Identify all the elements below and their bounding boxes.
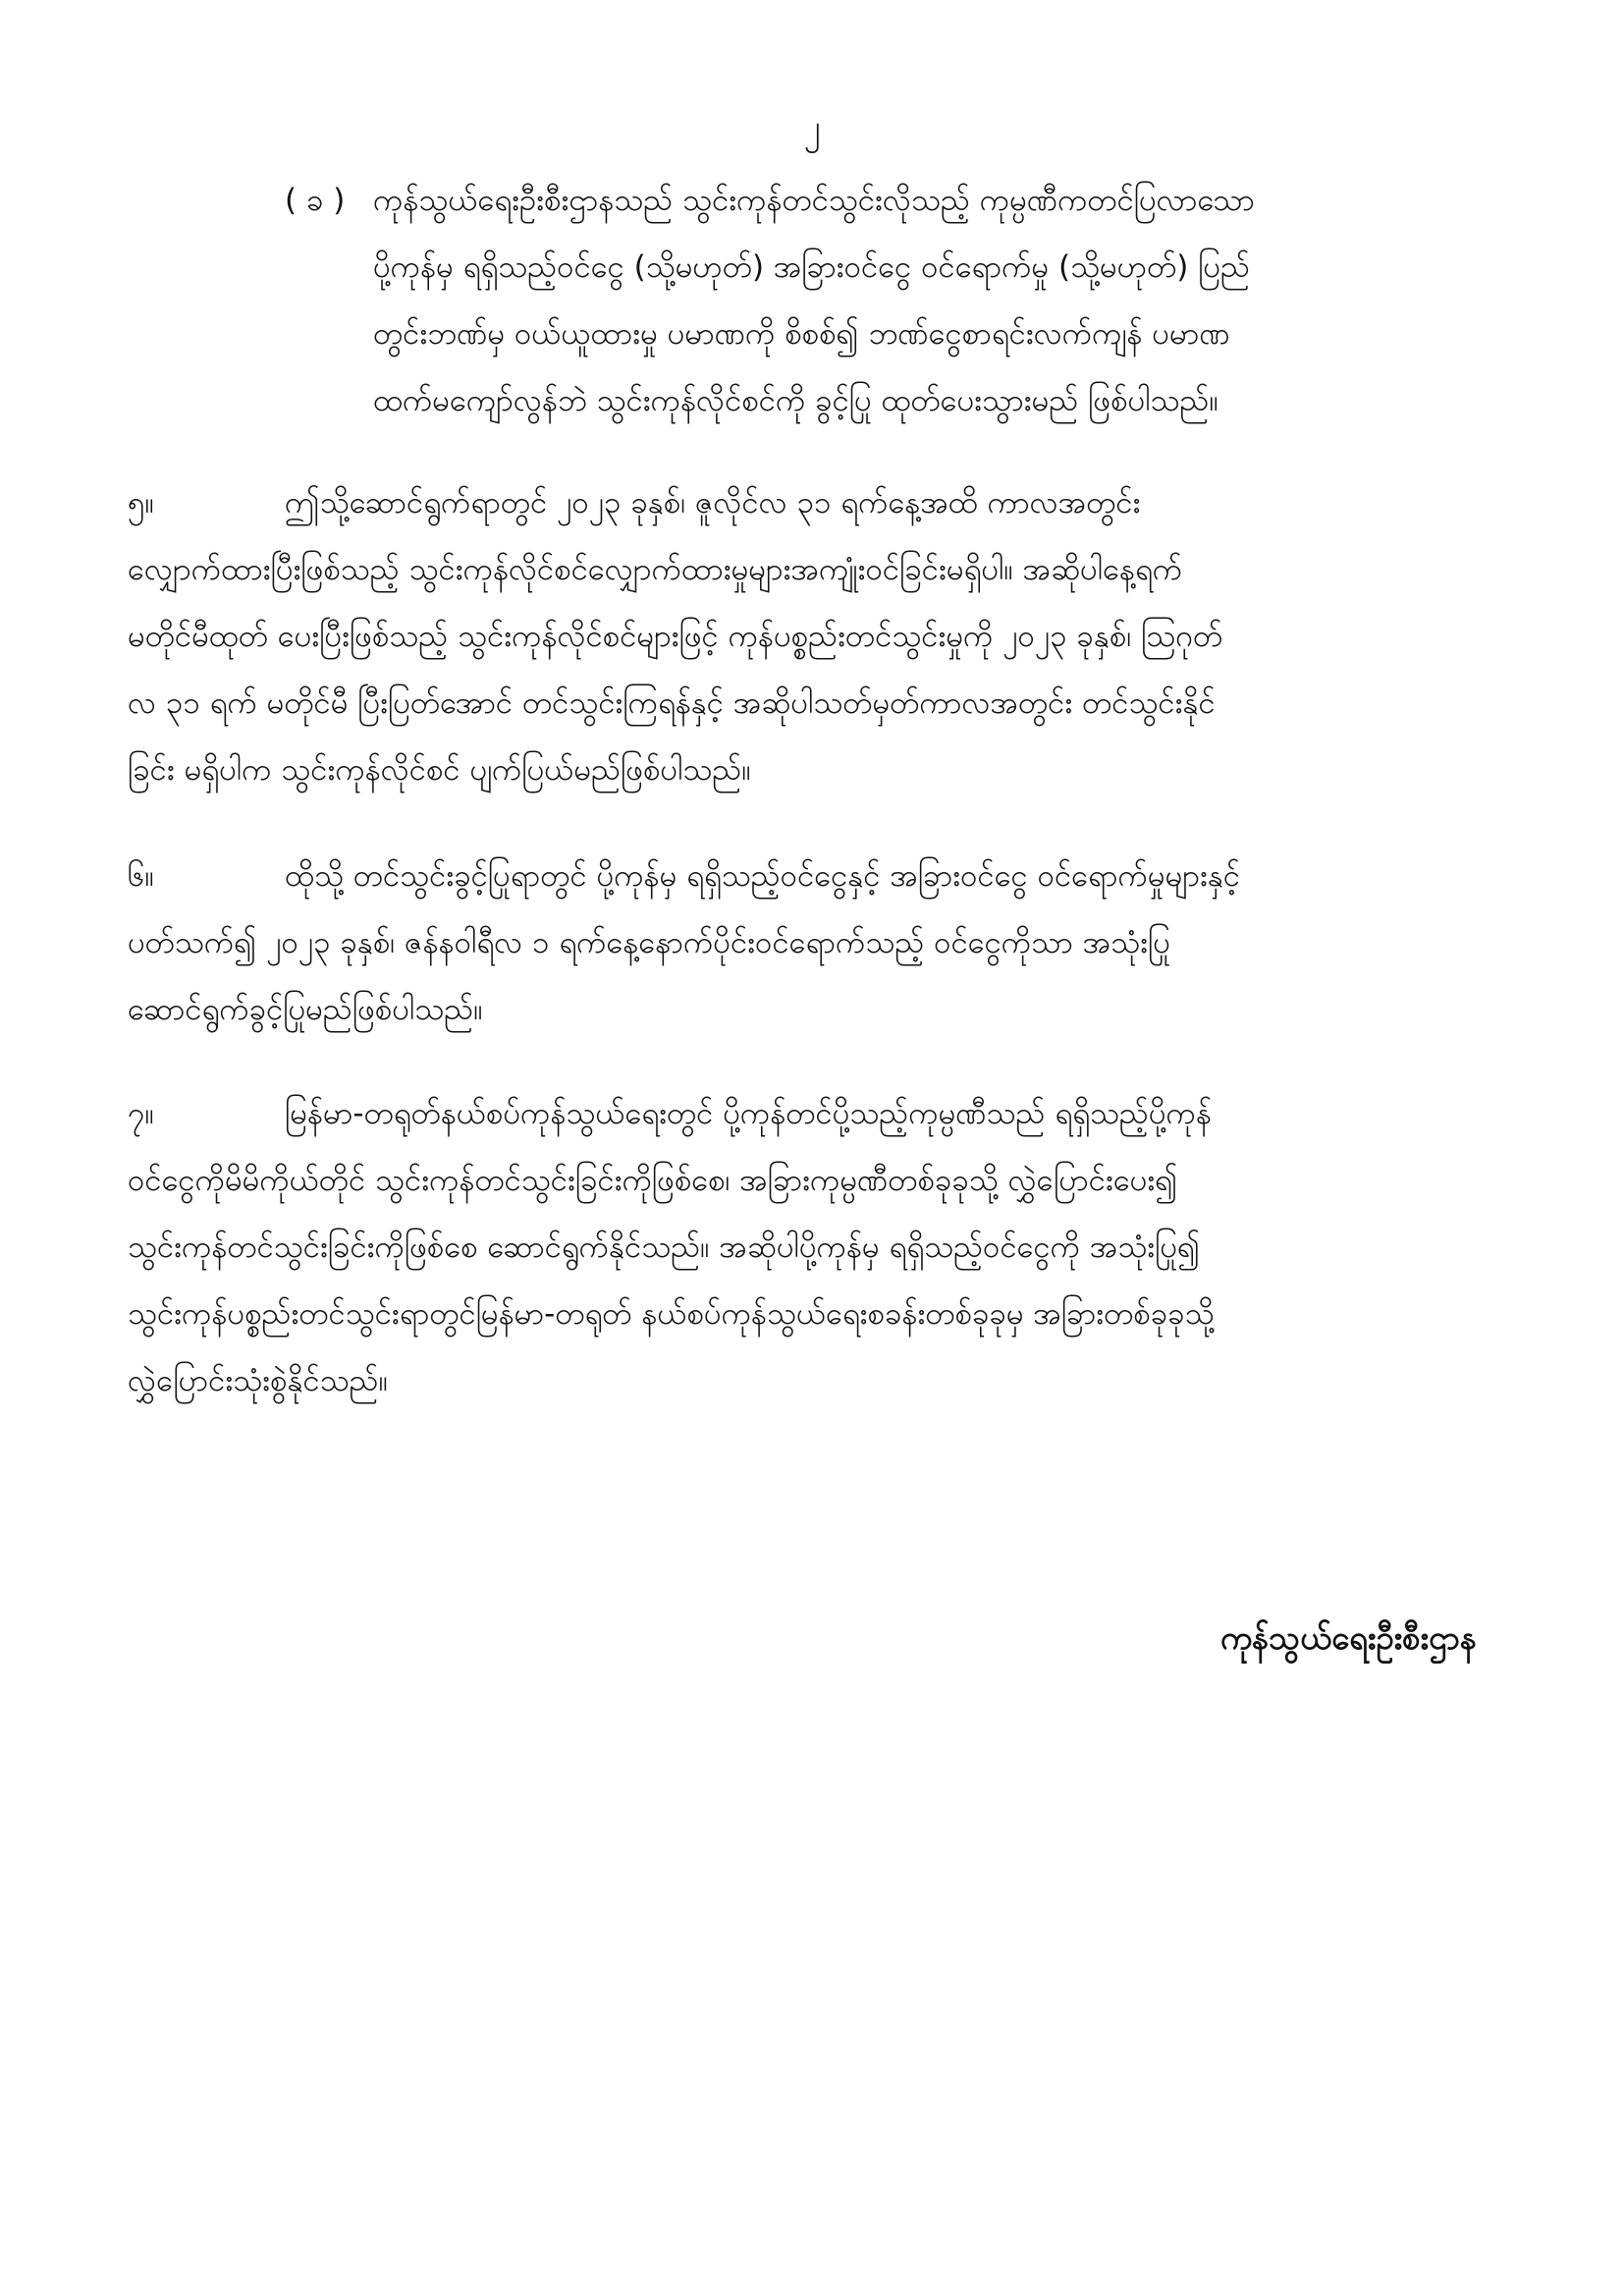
signature: ကုန်သွယ်ရေးဦးစီးဌာန bbox=[1219, 1618, 1477, 1657]
para-6-marker: ၆။ bbox=[128, 858, 154, 894]
sub-item-kha-text: ကုန်သွယ်ရေးဦးစီးဌာနသည် သွင်းကုန်တင်သွင်းလိုသည့် ကုမ္ပဏီကတင်ပြလာသော ပို့ကုန်မှ ရရှိသည့်ဝင်ငွေ (သို့မဟုတ်) အခြားဝင်ငွေ ဝင်ရောက်မှု (သို့မဟုတ်) ပြည် တွင်းဘဏ်မှ ဝယ်ယူထားမှု ပမာဏကို စိစစ်၍ ဘဏ်ငွေစာရင်းလက်ကျန် ပမာဏ ထက်မကျော်လွန်ဘဲ သွင်းကုန်လိုင်စင်ကို ခွင့်ပြု ထုတ်ပေးသွားမည် ဖြစ်ပါသည်။ bbox=[373, 183, 1255, 418]
para-5-text: ဤသို့ဆောင်ရွက်ရာတွင် ၂၀၂၃ ခုနှစ်၊ ဇူလိုင်လ ၃၁ ရက်နေ့အထိ ကာလအတွင်း လျှောက်ထားပြီးဖြစ်သည့် သွင်းကုန်လိုင်စင်လျှောက်ထားမှုများအကျုံးဝင်ခြင်းမရှိပါ။ အဆိုပါနေ့ရက် မတိုင်မီထုတ် ပေးပြီးဖြစ်သည့် သွင်းကုန်လိုင်စင်များဖြင့် ကုန်ပစ္စည်းတင်သွင်းမှုကို ၂၀၂၃ ခုနှစ်၊ ဩဂုတ် လ ၃၁ ရက် မတိုင်မီ ပြီးပြတ်အောင် တင်သွင်းကြရန်နှင့် အဆိုပါသတ်မှတ်ကာလအတွင်း တင်သွင်းနိုင် ခြင်း မရှိပါက သွင်းကုန်လိုင်စင် ပျက်ပြယ်မည်ဖြစ်ပါသည်။ bbox=[128, 485, 1223, 788]
para-5-marker: ၅။ bbox=[128, 485, 154, 520]
para-7-marker: ၇။ bbox=[128, 1096, 154, 1131]
para-7-text: မြန်မာ-တရုတ်နယ်စပ်ကုန်သွယ်ရေးတွင် ပို့ကုန်တင်ပို့သည့်ကုမ္ပဏီသည် ရရှိသည့်ပို့ကုန် ဝင်ငွေကိုမိမိကိုယ်တိုင် သွင်းကုန်တင်သွင်းခြင်းကိုဖြစ်စေ၊ အခြားကုမ္ပဏီတစ်ခုခုသို့ လွှဲပြောင်းပေး၍ သွင်းကုန်တင်သွင်းခြင်းကိုဖြစ်စေ ဆောင်ရွက်နိုင်သည်။ အဆိုပါပို့ကုန်မှ ရရှိသည့်ဝင်ငွေကို အသုံးပြု၍ သွင်းကုန်ပစ္စည်းတင်သွင်းရာတွင်မြန်မာ-တရုတ် နယ်စပ်ကုန်သွယ်ရေးစခန်းတစ်ခုခုမှ အခြားတစ်ခုခုသို့ လွှဲပြောင်းသုံးစွဲနိုင်သည်။ bbox=[128, 1096, 1215, 1398]
page-number: ၂ bbox=[803, 108, 821, 147]
sub-item-kha-marker: ( ခ ) bbox=[285, 183, 346, 218]
para-6-text: ထိုသို့ တင်သွင်းခွင့်ပြုရာတွင် ပို့ကုန်မှ ရရှိသည့်ဝင်ငွေနှင့် အခြားဝင်ငွေ ဝင်ရောက်မှုများနှင့် ပတ်သက်၍ ၂၀၂၃ ခုနှစ်၊ ဇန်နဝါရီလ ၁ ရက်နေ့နောက်ပိုင်းဝင်ရောက်သည့် ဝင်ငွေကိုသာ အသုံးပြု ဆောင်ရွက်ခွင့်ပြုမည်ဖြစ်ပါသည်။ bbox=[128, 858, 1241, 1027]
